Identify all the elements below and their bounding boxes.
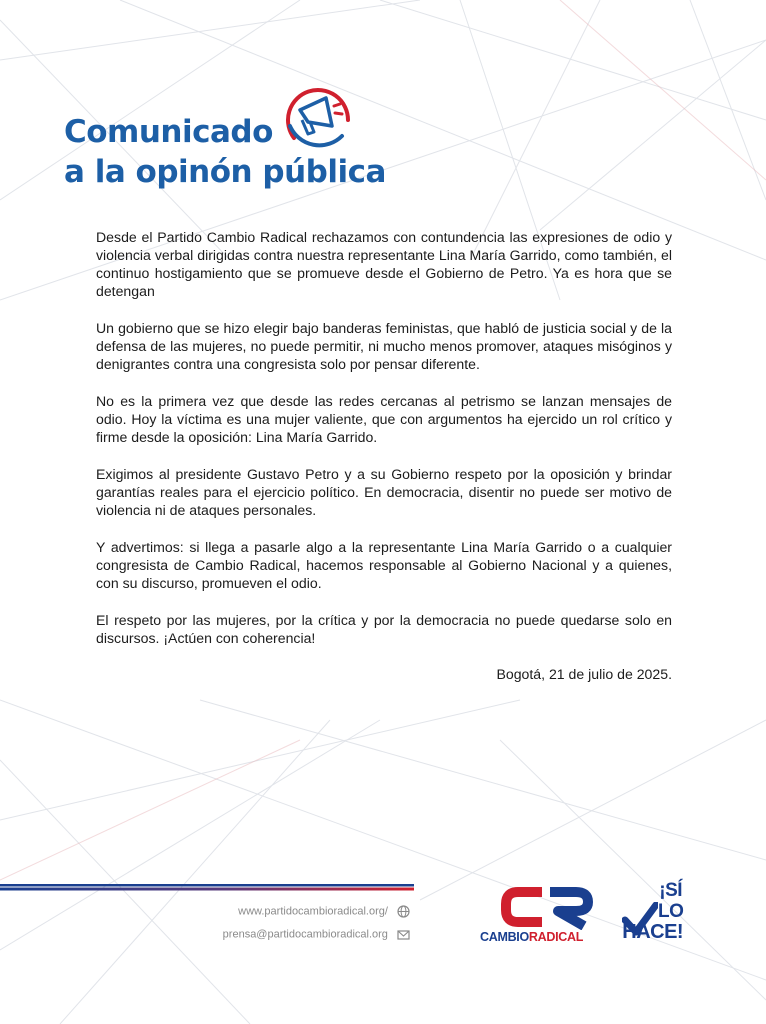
party-wordmark: CAMBIORADICAL (480, 930, 584, 944)
globe-icon (397, 905, 410, 918)
statement-body (96, 228, 672, 666)
paragraph-6: El respeto por las mujeres, por la crítica y por la democracia no puede quedarse solo en discursos. ¡Actúen con coherencia! (96, 612, 672, 646)
slogan: ¡SÍ LO HACE! (622, 880, 684, 943)
paragraph-1: Desde el Partido Cambio Radical rechazamos con contundencia las expresiones de odio y violencia verbal dirigidas contra nuestra representante Lina María Garrido, como también, el continuo hostigamiento que se promueve desde el Gobierno de Petro. Ya es hora que se detengan (96, 229, 672, 299)
cr-logo-mark (498, 884, 598, 930)
mail-icon (397, 928, 410, 941)
footer-color-bar (0, 884, 414, 891)
si-lo-hace-logo (622, 880, 702, 952)
statement-date: Bogotá, 21 de julio de 2025. (496, 666, 672, 682)
website-link[interactable]: www.partidocambioradical.org/ (238, 905, 388, 918)
paragraph-3: No es la primera vez que desde las redes cercanas al petrismo se lanzan mensajes de odio. Hoy la víctima es una mujer valiente, que con argumentos ha ejercido un rol crítico y firme desde la oposición: Lina María Garrido. (96, 393, 672, 445)
megaphone-icon (282, 80, 358, 150)
title-line-2: a la opinón pública (64, 154, 386, 190)
email-link[interactable]: prensa@partidocambioradical.org (222, 928, 388, 941)
website-contact (238, 905, 410, 918)
cambio-radical-logo (478, 884, 613, 950)
title-line-1: Comunicado (64, 114, 273, 150)
paragraph-4: Exigimos al presidente Gustavo Petro y a su Gobierno respeto por la oposición y brindar garantías reales para el ejercicio político. En democracia, disentir no puede ser motivo de violencia ni de ataques personales. (96, 466, 672, 518)
email-contact (223, 928, 410, 941)
paragraph-5: Y advertimos: si llega a pasarle algo a la representante Lina María Garrido o a cualquier congresista de Cambio Radical, hacemos responsable al Gobierno Nacional y a quienes, con su discurso, promueven el odio. (96, 539, 672, 591)
paragraph-2: Un gobierno que se hizo elegir bajo banderas feministas, que habló de justicia social y de la defensa de las mujeres, no puede permitir, ni mucho menos promover, ataques misóginos y denigrantes contra una congresista solo por pensar diferente. (96, 320, 672, 372)
